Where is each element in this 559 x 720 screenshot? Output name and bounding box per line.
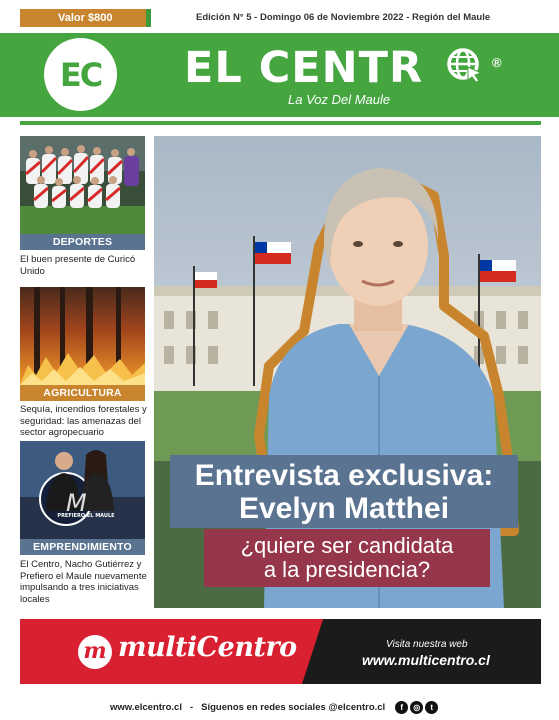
logo-letters: EC: [59, 55, 102, 94]
facebook-icon[interactable]: f: [395, 701, 408, 714]
twitter-icon[interactable]: t: [425, 701, 438, 714]
ad-visit-text: Visita nuestra web: [386, 639, 468, 650]
globe-cursor-icon: [446, 47, 482, 83]
slogan: La Voz Del Maule: [288, 92, 391, 107]
main-headline[interactable]: [170, 455, 518, 528]
story-agricultura-text[interactable]: Sequía, incendios forestales y seguridad: las amenazas del sector agropecuario: [20, 404, 147, 438]
price-accent-bar: [146, 9, 151, 27]
footer: [110, 701, 438, 714]
masthead-underline: [20, 121, 541, 125]
footer-separator: -: [189, 702, 194, 713]
subhead-line-2: a la presidencia?: [263, 557, 431, 582]
category-deportes[interactable]: DEPORTES: [20, 234, 145, 250]
forest-fire-photo[interactable]: [20, 287, 145, 385]
emprendimiento-photo[interactable]: [20, 441, 145, 539]
masthead: [0, 33, 559, 117]
ec-logo: [44, 38, 117, 111]
multicentro-ad-banner[interactable]: [20, 619, 541, 684]
footer-website[interactable]: www.elcentro.cl: [110, 702, 182, 713]
multicentro-logo-icon: m: [78, 635, 112, 669]
prefiero-maule-caption: PREFIERO EL MAULE: [57, 513, 115, 519]
headline-line-2: Evelyn Matthei: [238, 492, 450, 525]
category-emprendimiento[interactable]: EMPRENDIMIENTO: [20, 539, 145, 555]
main-subheadline[interactable]: [204, 529, 490, 587]
story-emprendimiento-text[interactable]: El Centro, Nacho Gutiérrez y Prefiero el Maule nuevamente impulsando a tres iniciativas locales: [20, 559, 147, 605]
edition-info: Edición N° 5 - Domingo 06 de Noviembre 2022 - Región del Maule: [196, 12, 491, 23]
price-tag: Valor $800: [20, 9, 148, 27]
subhead-line-1: ¿quiere ser candidata: [240, 533, 454, 558]
svg-text:M: M: [66, 489, 87, 517]
newspaper-title: EL CENTR: [184, 43, 424, 93]
football-team-photo[interactable]: [20, 136, 145, 234]
registered-mark: ®: [492, 55, 502, 70]
category-agricultura[interactable]: AGRICULTURA: [20, 385, 145, 401]
ad-brand-name: multiCentro: [118, 632, 297, 663]
headline-line-1: Entrevista exclusiva:: [194, 459, 494, 492]
social-icons: [395, 701, 438, 714]
footer-social-text: Síguenos en redes sociales @elcentro.cl: [201, 702, 386, 713]
instagram-icon[interactable]: ◎: [410, 701, 423, 714]
story-deportes-text[interactable]: El buen presente de Curicó Unido: [20, 254, 136, 277]
ad-url-link[interactable]: www.multicentro.cl: [362, 652, 490, 668]
